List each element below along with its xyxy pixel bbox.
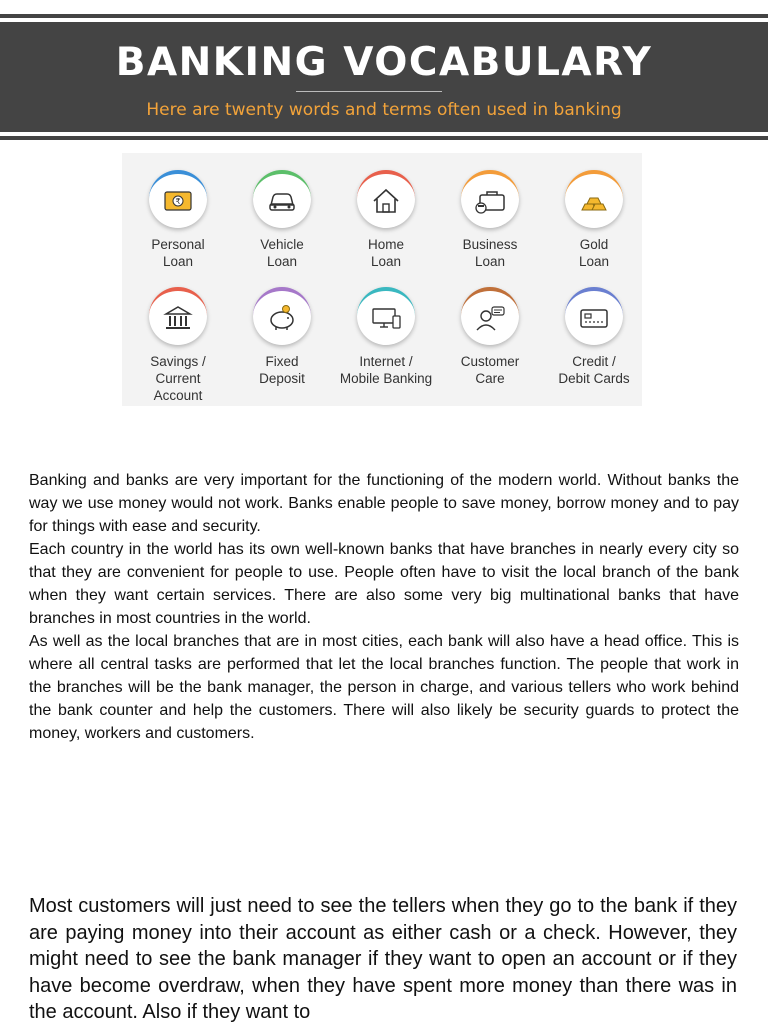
rupee-note-icon: [160, 183, 196, 219]
paragraph-3: As well as the local branches that are in most cities, each bank will also have a head office. This is where all central tasks are performed that let the local branches function. The people that work in the branches will be the bank manager, the person in charge, and various tellers who work behind the bank counter and help the customers. There will also likely be security guards to protect the money, workers and customers.: [29, 633, 739, 742]
page-subtitle: Here are twenty words and terms often used in banking: [146, 100, 622, 120]
tile-label: Savings / Current Account: [150, 354, 206, 403]
page-title: BANKING VOCABULARY: [115, 40, 653, 85]
personal-loan-ring: [149, 170, 207, 228]
car-icon: [264, 183, 300, 219]
body-paragraphs: [29, 469, 739, 745]
banking-services-panel: [122, 153, 642, 406]
tile-business-loan: [438, 170, 542, 270]
savings-ring: [149, 287, 207, 345]
tile-internet-mobile-banking: [334, 287, 438, 387]
tile-label: Home Loan: [367, 237, 404, 269]
tile-vehicle-loan: [230, 170, 334, 270]
title-banner: [0, 22, 768, 132]
title-divider: [296, 91, 442, 92]
gold-loan-ring: [565, 170, 623, 228]
computer-mobile-icon: [368, 300, 404, 336]
tile-home-loan: [334, 170, 438, 270]
briefcase-icon: [472, 183, 508, 219]
piggy-bank-icon: [264, 300, 300, 336]
tile-label: Customer Care: [460, 354, 520, 386]
credit-card-icon: [576, 300, 612, 336]
customer-care-ring: [461, 287, 519, 345]
tile-savings-current-account: [126, 287, 230, 404]
tile-label: Credit / Debit Cards: [558, 354, 630, 386]
bottom-rule: [0, 136, 768, 140]
tile-label: Internet / Mobile Banking: [339, 354, 433, 386]
home-loan-ring: [357, 170, 415, 228]
paragraph-2: Each country in the world has its own well-known banks that have branches in nearly every city so that they are convenient for people to use. People often have to visit the local branch of the bank when they want certain services. There are also some very big multinational banks that have branches in most countries in the world.: [29, 541, 739, 627]
customer-support-icon: [472, 300, 508, 336]
house-icon: [368, 183, 404, 219]
bank-building-icon: [160, 300, 196, 336]
business-loan-ring: [461, 170, 519, 228]
gold-bars-icon: [576, 183, 612, 219]
tile-label: Gold Loan: [578, 237, 610, 269]
vehicle-loan-ring: [253, 170, 311, 228]
fixed-deposit-ring: [253, 287, 311, 345]
tile-label: Business Loan: [462, 237, 518, 269]
internet-banking-ring: [357, 287, 415, 345]
tile-credit-debit-cards: [542, 287, 646, 387]
tile-label: Personal Loan: [151, 237, 205, 269]
tile-personal-loan: [126, 170, 230, 270]
tile-gold-loan: [542, 170, 646, 270]
tile-label: Vehicle Loan: [260, 237, 304, 269]
svg-text:₹: ₹: [175, 197, 181, 206]
tile-customer-care: [438, 287, 542, 387]
tile-fixed-deposit: [230, 287, 334, 387]
top-rule: [0, 14, 768, 18]
large-paragraph: Most customers will just need to see the tellers when they go to the bank if they are paying money into their account as either cash or a check. However, they might need to see the bank manager if they want to open an account or if they have become overdraw, when they have spent more money than there was in the account. Also if they want to: [29, 895, 737, 1023]
tile-label: Fixed Deposit: [259, 354, 305, 386]
paragraph-1: Banking and banks are very important for the functioning of the modern world. Without banks the way we use money would not work. Banks enable people to save money, borrow money and to pay for things with ease and security.: [29, 472, 739, 535]
cards-ring: [565, 287, 623, 345]
